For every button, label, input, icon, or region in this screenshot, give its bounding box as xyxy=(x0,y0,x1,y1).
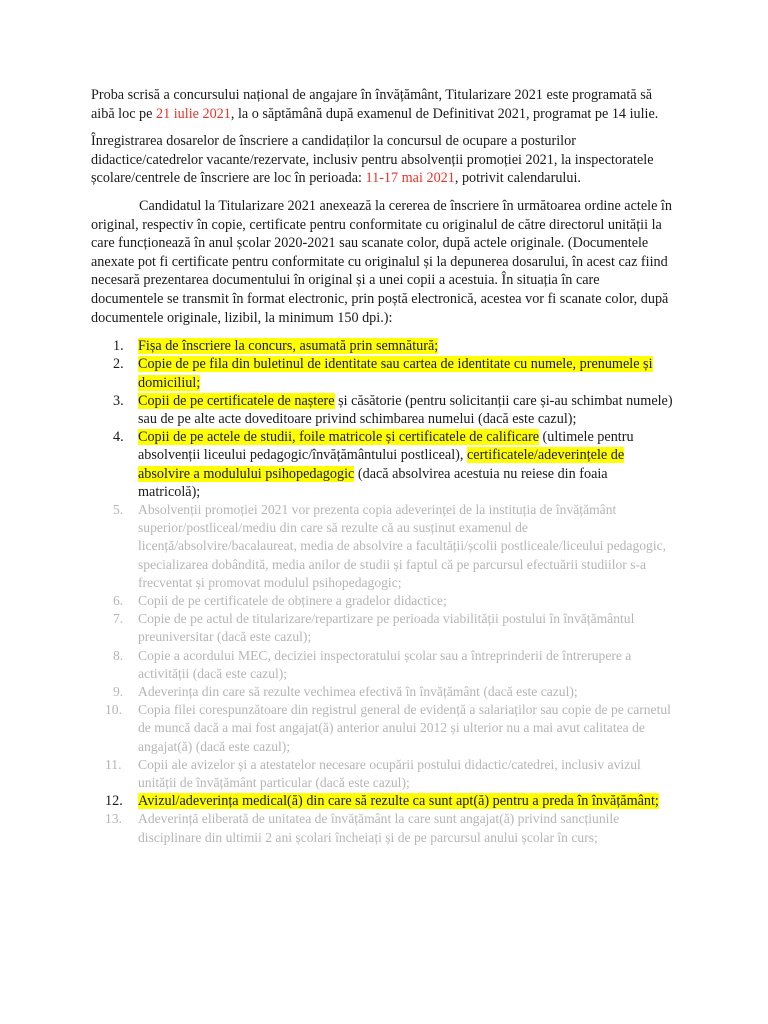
list-item: 9. Adeverința din care să rezulte vechimea efectivă în învățământ (dacă este cazul); xyxy=(113,683,578,699)
paragraph-titularizare-date: Proba scrisă a concursului național de angajare în învățământ, Titularizare 2021 este programată să aibă loc pe 21 iulie 2021, la o săptămână după examenul de Definitivat 2021, programat pe 14 iulie. xyxy=(91,87,659,122)
list-item: 3. Copii de pe certificatele de naștere și căsătorie (pentru solicitanții care și-au schimbat numele) sau de pe alte acte doveditoare privind schimbarea numelui (dacă este cazul); xyxy=(113,392,673,427)
list-item: 11. Copii ale avizelor și a atestatelor necesare ocupării postului didactic/catedrei, inclusiv avizul unității de învățământ particular (dacă este cazul); xyxy=(105,756,641,790)
list-item: 5. Absolvenții promoției 2021 vor prezenta copia adeverinței de la instituția de învățământ superior/postliceal/mediu din care să rezulte că au susținut examenul de licență/absolvire/bacalaureat, media de absolvire a facultății/școlii postliceale/liceului pedagogic, specializarea dobândită, media anilor de studii și faptul că pe parcursul efectuării studiilor s-a frecventat și promovat modulul psihopedagogic; xyxy=(113,501,667,590)
paragraph-required-documents: Candidatul la Titularizare 2021 anexează la cererea de înscriere în următoarea ordine actele în original, respectiv în copie, certificate pentru conformitate cu originalul de către directorul unității la care funcționează în anul școlar 2020-2021 sau scanate color, după actele originale. (Documentele anexate pot fi certificate pentru conformitate cu originalul și la depunerea dosarului, în acest caz fiind necesară prezentarea documentului în original și a unei copii a acestuia. În situația în care documentele se transmit în format electronic, prin poștă electronică, acestea vor fi scanate color, după documentele originale, lizibil, la minimum 150 dpi.): xyxy=(91,197,672,326)
exam-date: 21 iulie 2021 xyxy=(156,105,231,122)
required-documents-list xyxy=(91,337,673,847)
list-item: 10. Copia filei corespunzătoare din registrul general de evidență a salariaților sau copie de pe carnetul de muncă dacă a mai fost angajat(ă) anterior anului 2012 și ulterior nu a mai avut calitatea de angajat(ă) (dacă este cazul); xyxy=(105,702,671,754)
list-item: 7. Copie de pe actul de titularizare/repartizare pe perioada viabilității postului în învățământul preuniversitar (dacă este cazul); xyxy=(113,611,635,645)
paragraph-registration-period: Înregistrarea dosarelor de înscriere a candidaților la concursul de ocupare a posturilor didactice/catedrelor vacante/rezervate, inclusiv pentru absolvenții promoției 2021, la inspectoratele școlare/centrele de înscriere are loc în perioada: 11-17 mai 2021, potrivit calendarului. xyxy=(91,133,654,187)
list-item: 6. Copii de pe certificatele de obținere a gradelor didactice; xyxy=(113,592,447,608)
list-item: 8. Copie a acordului MEC, deciziei inspectoratului școlar sau a întreprinderii de întrerupere a activității (dacă este cazul); xyxy=(113,647,632,681)
registration-period: 11-17 mai 2021 xyxy=(365,170,455,187)
list-item: 13. Adeverință eliberată de unitatea de învățământ la care sunt angajat(ă) privind sancțiunile disciplinare din ultimii 2 ani școlari încheiați și de pe parcursul anului școlar în curs; xyxy=(105,811,620,845)
list-item: 12. Avizul/adeverința medical(ă) din care să rezulte ca sunt apt(ă) pentru a preda în învățământ; xyxy=(105,793,659,810)
list-item: 4. Copii de pe actele de studii, foile matricole și certificatele de calificare (ultimele pentru absolvenții liceului pedagogic/învățământului postliceal), certificatele/adeverințele de absolvire a modulului psihopedagogic (dacă absolvirea acestuia nu reiese din foaia matricolă); xyxy=(113,429,634,500)
list-item: 1. Fișa de înscriere la concurs, asumată prin semnătură; xyxy=(113,338,439,355)
list-item: 2. Copie de pe fila din buletinul de identitate sau cartea de identitate cu numele, prenumele și domiciliul; xyxy=(113,356,653,391)
